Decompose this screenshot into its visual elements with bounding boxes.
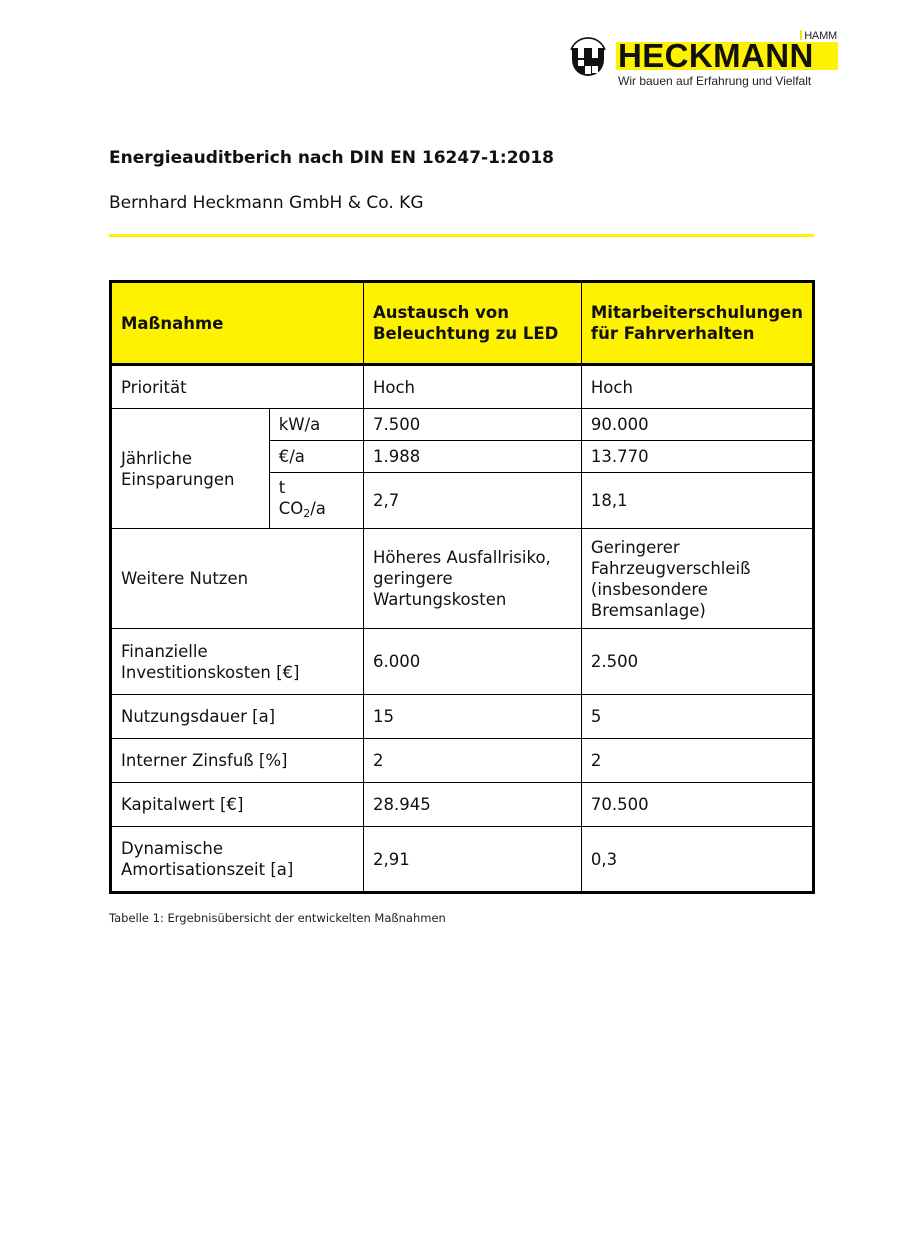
- header-measure-training: Mitarbeiterschulungen für Fahrverhalten: [581, 282, 813, 365]
- table-row: [111, 365, 814, 409]
- cell-value: 18,1: [581, 473, 813, 529]
- unit-label: kW/a: [269, 409, 363, 441]
- row-label: Jährliche Einsparungen: [111, 409, 270, 529]
- row-label: Nutzungsdauer [a]: [111, 695, 364, 739]
- measures-table: [109, 280, 815, 894]
- cell-value: 2,7: [363, 473, 581, 529]
- cell-value: 90.000: [581, 409, 813, 441]
- company-logo: [566, 30, 841, 92]
- logo-slogan: Wir bauen auf Erfahrung und Vielfalt: [618, 74, 812, 88]
- table-row: [111, 529, 814, 629]
- cell-value: 2.500: [581, 629, 813, 695]
- cell-value: 6.000: [363, 629, 581, 695]
- unit-label: €/a: [269, 441, 363, 473]
- cell-value: 1.988: [363, 441, 581, 473]
- header-label: Maßnahme: [111, 282, 364, 365]
- table-row: [111, 695, 814, 739]
- table-row: [111, 409, 814, 441]
- cell-value: Höheres Ausfallrisiko, geringere Wartungskosten: [363, 529, 581, 629]
- row-label: Weitere Nutzen: [111, 529, 364, 629]
- cell-value: 13.770: [581, 441, 813, 473]
- table-caption: Tabelle 1: Ergebnisübersicht der entwickelten Maßnahmen: [109, 911, 446, 925]
- cell-value: 2: [363, 739, 581, 783]
- row-label: Interner Zinsfuß [%]: [111, 739, 364, 783]
- logo-brand: HECKMANN: [616, 42, 838, 70]
- table-header-row: [111, 282, 814, 365]
- company-name: Bernhard Heckmann GmbH & Co. KG: [109, 193, 424, 213]
- cell-value: 28.945: [363, 783, 581, 827]
- cell-value: Hoch: [363, 365, 581, 409]
- table-row: [111, 629, 814, 695]
- cell-value: 7.500: [363, 409, 581, 441]
- logo-location: HAMM: [800, 30, 837, 42]
- unit-label: t $CO_2/a$: [269, 473, 363, 529]
- table-row: [111, 783, 814, 827]
- h-shield-emblem-icon: [566, 34, 610, 78]
- table-row: [111, 739, 814, 783]
- cell-value: 5: [581, 695, 813, 739]
- cell-value: Geringerer Fahrzeugverschleiß (insbesondere Bremsanlage): [581, 529, 813, 629]
- cell-value: Hoch: [581, 365, 813, 409]
- row-label: Kapitalwert [€]: [111, 783, 364, 827]
- row-label: Finanzielle Investitionskosten [€]: [111, 629, 364, 695]
- row-label: Dynamische Amortisationszeit [a]: [111, 827, 364, 893]
- row-label: Priorität: [111, 365, 364, 409]
- header-measure-led: Austausch von Beleuchtung zu LED: [363, 282, 581, 365]
- cell-value: 0,3: [581, 827, 813, 893]
- cell-value: 2: [581, 739, 813, 783]
- document-title: Energieauditberich nach DIN EN 16247-1:2018: [109, 148, 555, 168]
- cell-value: 2,91: [363, 827, 581, 893]
- yellow-divider: [109, 234, 814, 237]
- cell-value: 70.500: [581, 783, 813, 827]
- cell-value: 15: [363, 695, 581, 739]
- table-row: [111, 827, 814, 893]
